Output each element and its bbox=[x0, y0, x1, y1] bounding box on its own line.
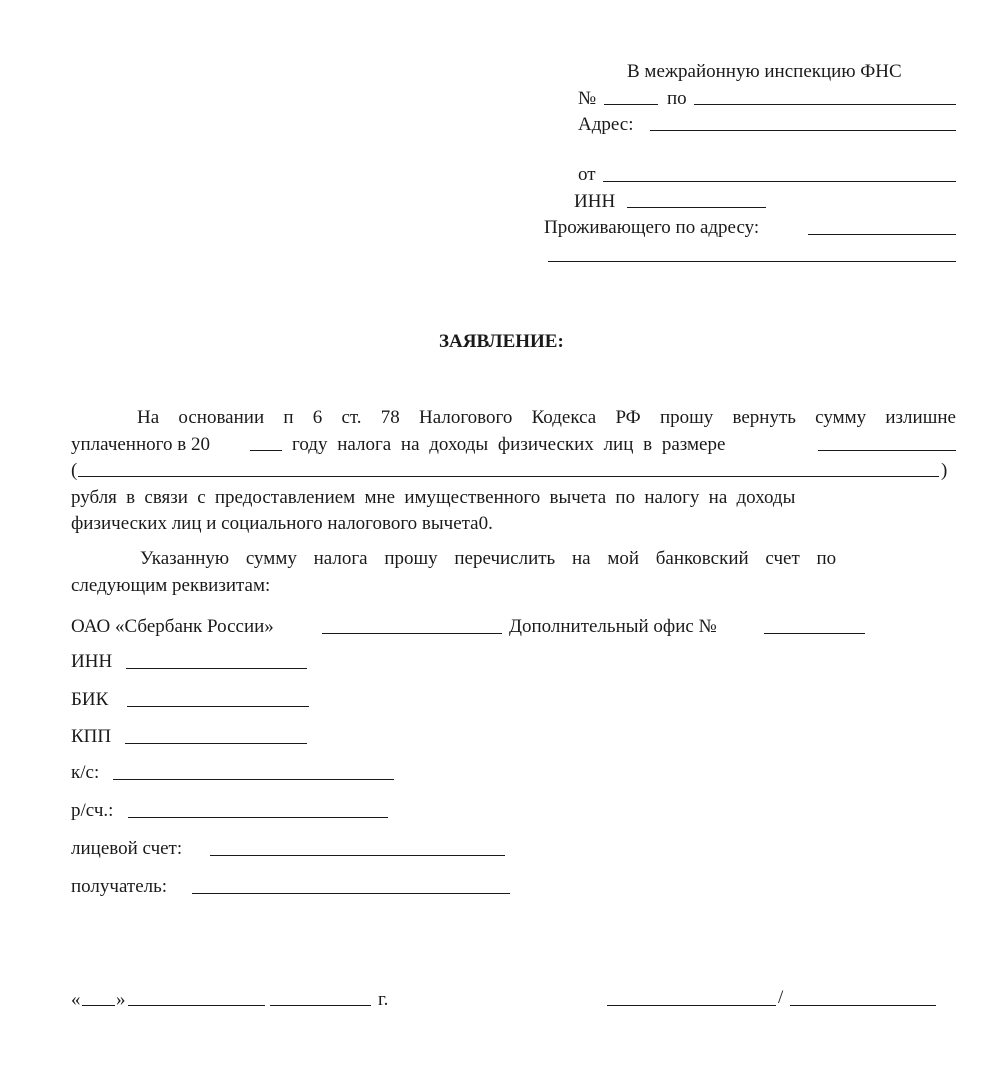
tax-year-field[interactable] bbox=[250, 450, 282, 451]
residing-address-field-2[interactable] bbox=[548, 261, 956, 262]
refund-amount-words-field[interactable] bbox=[78, 476, 939, 477]
residing-address-label: Проживающего по адресу: bbox=[544, 217, 760, 238]
inspection-po-label: по bbox=[667, 88, 687, 109]
date-quote-close: » bbox=[116, 989, 126, 1010]
address-label: Адрес: bbox=[578, 114, 634, 135]
paragraph-2-line-2: следующим реквизитам: bbox=[71, 575, 271, 596]
bank-inn-label: ИНН bbox=[71, 651, 113, 672]
paragraph-1-line-2a: уплаченного в 20 bbox=[71, 434, 210, 455]
recipient-label: получатель: bbox=[71, 876, 168, 897]
office-number-field[interactable] bbox=[764, 633, 865, 634]
document-title: ЗАЯВЛЕНИЕ: bbox=[439, 331, 564, 352]
paragraph-1-line-5: физических лиц и социального налогового вычета0. bbox=[71, 513, 493, 534]
personal-account-label: лицевой счет: bbox=[71, 838, 183, 859]
bank-inn-field[interactable] bbox=[126, 668, 307, 669]
kpp-field[interactable] bbox=[125, 743, 307, 744]
close-paren: ) bbox=[941, 460, 948, 481]
from-label: от bbox=[578, 164, 596, 185]
settlement-account-field[interactable] bbox=[128, 817, 388, 818]
signature-slash: / bbox=[778, 987, 784, 1008]
bik-label: БИК bbox=[71, 689, 109, 710]
date-day-field[interactable] bbox=[82, 1005, 115, 1006]
inspection-number-field[interactable] bbox=[604, 104, 658, 105]
date-quote-open: « bbox=[71, 989, 81, 1010]
refund-amount-field[interactable] bbox=[818, 450, 956, 451]
inspection-address-field[interactable] bbox=[650, 130, 956, 131]
paragraph-1-line-2b: году налога на доходы физических лиц в размере bbox=[292, 434, 726, 455]
settlement-account-label: р/сч.: bbox=[71, 800, 114, 821]
kpp-label: КПП bbox=[71, 726, 112, 747]
recipient-inspection-line: В межрайонную инспекцию ФНС bbox=[627, 61, 902, 82]
signature-field[interactable] bbox=[607, 1005, 776, 1006]
applicant-inn-label: ИНН bbox=[574, 191, 616, 212]
paragraph-1-line-1: На основании п 6 ст. 78 Налогового Кодекса РФ прошу вернуть сумму излишне bbox=[137, 407, 956, 428]
signature-name-field[interactable] bbox=[790, 1005, 936, 1006]
date-year-field[interactable] bbox=[270, 1005, 371, 1006]
open-paren: ( bbox=[71, 460, 78, 481]
personal-account-field[interactable] bbox=[210, 855, 505, 856]
bank-branch-field[interactable] bbox=[322, 633, 502, 634]
bank-name: ОАО «Сбербанк России» bbox=[71, 616, 274, 637]
applicant-name-field[interactable] bbox=[603, 181, 956, 182]
paragraph-2-line-1: Указанную сумму налога прошу перечислить на мой банковский счет по bbox=[140, 548, 837, 569]
correspondent-account-label: к/с: bbox=[71, 762, 100, 783]
office-label: Дополнительный офис № bbox=[509, 616, 717, 637]
inspection-region-field[interactable] bbox=[694, 104, 956, 105]
date-month-field[interactable] bbox=[128, 1005, 265, 1006]
inspection-number-label: № bbox=[578, 88, 597, 109]
recipient-field[interactable] bbox=[192, 893, 510, 894]
correspondent-account-field[interactable] bbox=[113, 779, 394, 780]
residing-address-field[interactable] bbox=[808, 234, 956, 235]
applicant-inn-field[interactable] bbox=[627, 207, 766, 208]
bik-field[interactable] bbox=[127, 706, 309, 707]
paragraph-1-line-4: рубля в связи с предоставлением мне имущественного вычета по налогу на доходы bbox=[71, 487, 796, 508]
year-suffix: г. bbox=[378, 989, 389, 1010]
